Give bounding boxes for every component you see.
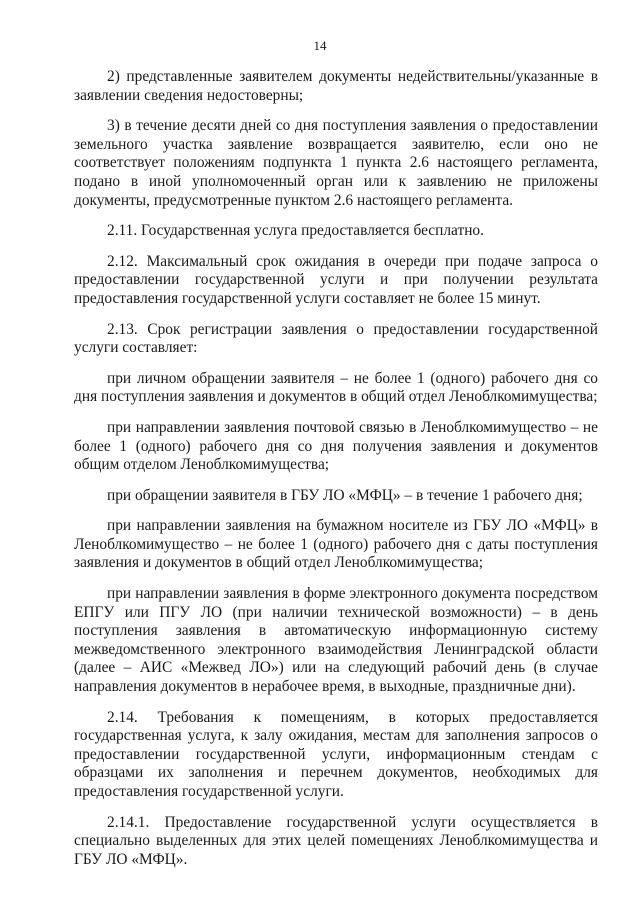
paragraph: 3) в течение десяти дней со дня поступления заявления о предоставлении земельного участка заявление возвращается заявителю, если оно не соответствует положениям подпункта 1 пункта 2.6 настоящего регламента, подано в иной уполномоченный орган или к заявлению не приложены документы, предусмотренные пунктом 2.6 настоящего регламента. [74,117,598,209]
document-body [74,68,598,881]
paragraph: 2.11. Государственная услуга предоставляется бесплатно. [107,222,484,240]
paragraph: 2.14. Требования к помещениям, в которых предоставляется государственная услуга, к залу ожидания, местам для заполнения запросов о предоставлении государственной услуги, информационным стендам с образцами их заполнения и перечнем документов, необходимых для предоставления государственной услуги. [74,708,598,800]
page-number: 14 [313,38,327,53]
paragraph: при личном обращении заявителя – не более 1 (одного) рабочего дня со дня поступления заявления и документов в общий отдел Леноблкомимущества; [74,369,598,406]
paragraph: при направлении заявления на бумажном носителе из ГБУ ЛО «МФЦ» в Леноблкомимущество – не более 1 (одного) рабочего дня с даты поступления заявления и документов в общий отдел Леноблкомимущества; [74,517,598,572]
paragraph: 2.13. Срок регистрации заявления о предоставлении государственной услуги составляет: [74,320,598,357]
paragraph: 2.14.1. Предоставление государственной услуги осуществляется в специально выделенных для этих целей помещениях Леноблкомимущества и ГБУ ЛО «МФЦ». [74,813,598,868]
paragraph: 2.12. Максимальный срок ожидания в очереди при подаче запроса о предоставлении государственной услуги и при получении результата предоставления государственной услуги составляет не более 15 минут. [74,252,598,307]
paragraph: 2) представленные заявителем документы недействительны/указанные в заявлении сведения недостоверны; [74,68,598,104]
paragraph: при направлении заявления почтовой связью в Леноблкомимущество – не более 1 (одного) рабочего дня со дня получения заявления и документов общим отделом Леноблкомимущества; [74,418,598,474]
paragraph: при обращении заявителя в ГБУ ЛО «МФЦ» – в течение 1 рабочего дня; [107,486,583,504]
paragraph: при направлении заявления в форме электронного документа посредством ЕПГУ или ПГУ ЛО (при наличии технической возможности) – в день поступления заявления в автоматическую информационную систему межведомственного электронного взаимодействия Ленинградской области (далее – АИС «Межвед ЛО») или на следующий рабочий день (в случае направления документов в нерабочее время, в выходные, праздничные дни). [74,585,598,696]
